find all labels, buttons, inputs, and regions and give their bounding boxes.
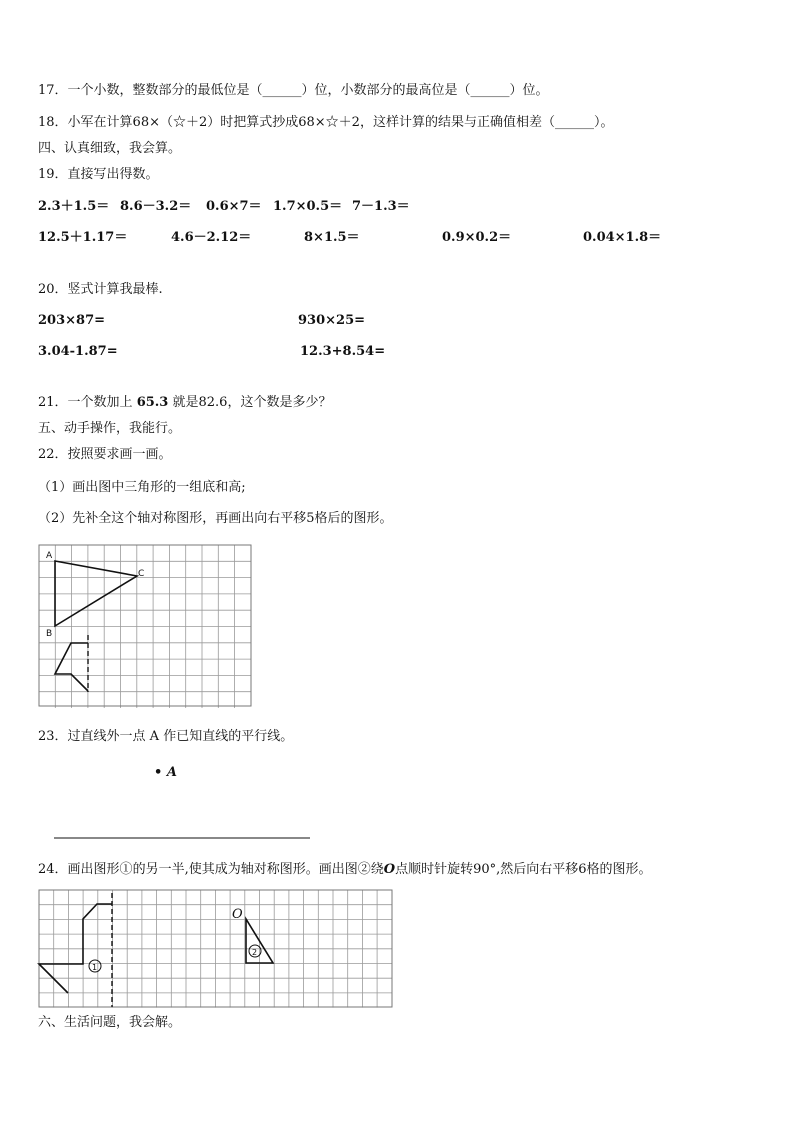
- calc-item: 8×1.5＝: [304, 230, 360, 245]
- calc-item: 0.9×0.2＝: [442, 230, 512, 245]
- q24-grid: [39, 890, 392, 1008]
- point-a-label: A: [166, 765, 177, 780]
- question-23-title: 23．过直线外一点 A 作已知直线的平行线。: [38, 729, 294, 744]
- circled-one-mark: ①: [119, 862, 133, 877]
- q21-number: 65.3: [136, 395, 169, 410]
- section-4-heading: 四、认真细致，我会算。: [38, 141, 182, 156]
- q22-grid: [39, 545, 251, 708]
- question-20-title: 20．竖式计算我最棒.: [38, 282, 163, 297]
- vertical-calc-item: 3.04-1.87=: [38, 344, 118, 359]
- section-5-heading: 五、动手操作，我能行。: [38, 421, 182, 436]
- question-22-part-2: （2）先补全这个轴对称图形，再画出向右平移5格后的图形。: [38, 511, 393, 526]
- calc-item: 7－1.3＝: [352, 199, 410, 214]
- calc-item: 8.6－3.2＝: [120, 199, 192, 214]
- question-22-title: 22．按照要求画一画。: [38, 447, 172, 462]
- calc-item: 0.6×7＝: [206, 199, 262, 214]
- q24-mid-2: 绕: [370, 862, 384, 877]
- point-o-label: O: [232, 907, 243, 922]
- section-6-heading: 六、生活问题，我会解。: [38, 1015, 182, 1030]
- vertex-c-label: C: [138, 569, 145, 579]
- dot-icon: •: [154, 765, 163, 780]
- calc-item: 2.3＋1.5＝: [38, 199, 110, 214]
- q24-suffix: 点顺时针旋转90°,然后向右平移6格的图形。: [395, 862, 652, 877]
- vertex-b-label: B: [46, 629, 53, 639]
- q24-mid-1: 的另一半,使其成为轴对称图形。画出图: [132, 862, 358, 877]
- calc-item: 4.6－2.12＝: [171, 230, 252, 245]
- question-19-title: 19．直接写出得数。: [38, 167, 159, 182]
- q24-prefix: 24．画出图形: [38, 862, 120, 877]
- figure-one-number: 1: [92, 963, 98, 972]
- q21-prefix: 21．一个数加上: [38, 395, 133, 410]
- circled-two-mark: ②: [357, 862, 371, 877]
- vertical-calc-item: 930×25=: [298, 313, 366, 328]
- calc-item: 12.5＋1.17＝: [38, 230, 128, 245]
- vertical-calc-item: 12.3+8.54=: [300, 344, 386, 359]
- vertex-a-label: A: [46, 551, 53, 561]
- question-17: 17．一个小数，整数部分的最低位是（______）位，小数部分的最高位是（______）位。: [38, 83, 549, 98]
- vertical-calc-item: 203×87=: [38, 313, 106, 328]
- q21-suffix: 就是82.6，这个数是多少？: [172, 395, 332, 410]
- question-18: 18．小军在计算68×（☆＋2）时把算式抄成68×☆＋2，这样计算的结果与正确值相差（______）。: [38, 115, 614, 130]
- calc-item: 1.7×0.5＝: [273, 199, 343, 214]
- figure-two-number: 2: [252, 948, 258, 957]
- question-22-part-1: （1）画出图中三角形的一组底和高;: [38, 480, 246, 495]
- calc-item: 0.04×1.8＝: [583, 230, 662, 245]
- q24-point-o: O: [383, 862, 396, 877]
